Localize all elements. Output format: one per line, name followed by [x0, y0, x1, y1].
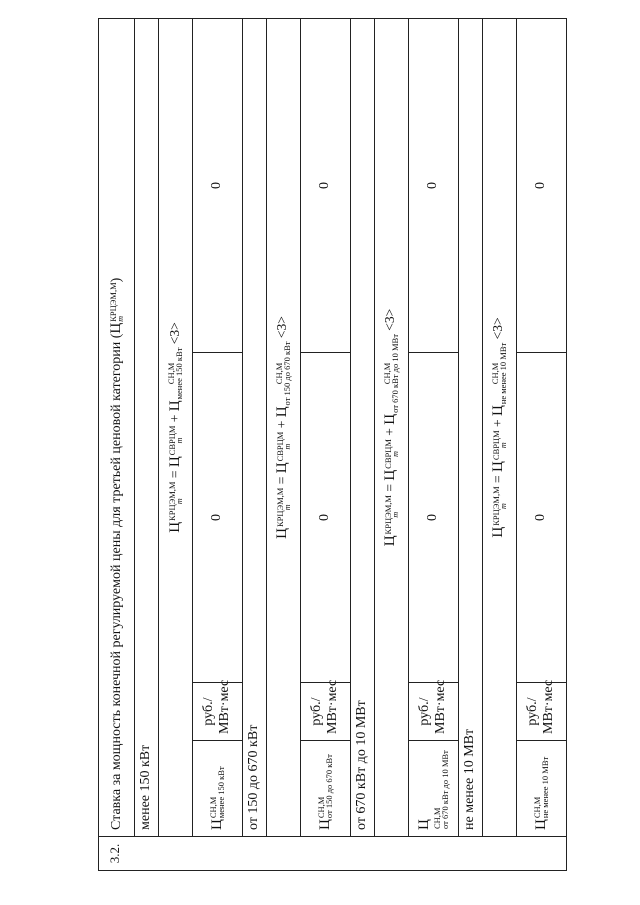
- formula: Ц КРЦЭМ,М m = Ц СВРЦМ m + Ц СН,М от 670 кВт до 10 МВт <3>: [374, 19, 408, 837]
- subscript: от 670 кВт до 10 МВт: [390, 334, 401, 413]
- superscript: СВРЦМ: [382, 439, 393, 469]
- superscript: СН,М: [432, 807, 443, 829]
- superscript: СВРЦМ: [166, 425, 177, 456]
- value-cell-1: 0: [516, 353, 566, 683]
- header-text: Ставка за мощность конечной регулируемой цены для третьей ценовой категории: [109, 341, 124, 830]
- subscript: не менее 10 МВт: [498, 342, 509, 405]
- unit-line-1: руб./: [309, 697, 325, 726]
- superscript: СВРЦМ: [490, 430, 501, 461]
- section-title: от 150 до 670 кВт: [242, 19, 266, 837]
- formula: Ц КРЦЭМ,М m = Ц СВРЦМ m + Ц СН,М менее 150 кВт <3>: [158, 19, 192, 837]
- section-title: от 670 кВт до 10 МВт: [350, 19, 374, 837]
- tariff-table: [98, 18, 567, 871]
- table-header: Ставка за мощность конечной регулируемой цены для третьей ценовой категории (Ц КРЦЭМ,М m ): [99, 19, 135, 837]
- superscript: СВРЦМ: [274, 431, 285, 462]
- unit-cell: [408, 679, 458, 741]
- subscript: m: [174, 498, 184, 505]
- row-symbol-letter: Ц: [532, 819, 549, 830]
- superscript: СН,М: [316, 796, 327, 819]
- superscript: КРЦЭМ,М: [274, 487, 285, 528]
- unit-line-2: МВт·мес: [325, 679, 341, 734]
- formula-symbol: Ц: [382, 535, 399, 547]
- subscript: от 670 кВт до 10 МВт: [440, 750, 451, 829]
- row-symbol: [300, 741, 350, 837]
- superscript: КРЦЭМ,М: [382, 495, 393, 535]
- section-title-row: [242, 19, 266, 871]
- section-title-row: [458, 19, 482, 871]
- formula-symbol: Ц: [166, 456, 183, 468]
- data-row: [300, 19, 350, 871]
- item-number: 3.2.: [99, 837, 567, 871]
- subscript: m: [282, 443, 292, 450]
- row-symbol-letter: Ц: [316, 819, 333, 830]
- formula-symbol: Ц: [166, 521, 183, 533]
- section-title-row: [350, 19, 374, 871]
- value-cell-1: 0: [408, 353, 458, 683]
- value-cell-1: 0: [192, 353, 242, 683]
- header-row: [99, 19, 135, 871]
- formula-symbol: Ц: [166, 400, 183, 412]
- value-cell-2: 0: [192, 19, 242, 353]
- formula-symbol: Ц: [382, 469, 399, 481]
- row-symbol: [192, 741, 242, 837]
- formula-row: [374, 19, 408, 871]
- subscript: m: [390, 451, 400, 457]
- section-title-row: [135, 19, 159, 871]
- unit-line-1: руб./: [201, 697, 217, 726]
- formula-row: [266, 19, 300, 871]
- subscript: менее 150 кВт: [216, 766, 227, 819]
- superscript: СН,М: [490, 362, 501, 385]
- subscript: от 150 до 670 кВт: [282, 341, 293, 406]
- subscript: m: [390, 511, 400, 518]
- formula-symbol: Ц: [490, 405, 507, 416]
- formula-symbol: Ц: [490, 461, 507, 472]
- formula-note: <3>: [274, 316, 290, 339]
- superscript: СН,М: [382, 362, 393, 385]
- formula-note: <3>: [490, 317, 506, 340]
- unit-line-2: МВт·мес: [433, 679, 449, 734]
- formula-note: <3>: [166, 322, 182, 345]
- unit-line-2: МВт·мес: [541, 679, 557, 734]
- subscript: m: [282, 504, 292, 511]
- subscript: m: [498, 503, 508, 509]
- formula-symbol: Ц: [490, 526, 507, 538]
- value-cell-2: 0: [300, 19, 350, 353]
- formula-symbol: Ц: [382, 413, 399, 425]
- section-title: не менее 10 МВт: [458, 19, 482, 837]
- subscript: от 150 до 670 кВт: [324, 754, 335, 819]
- row-symbol: [516, 741, 566, 837]
- unit-line-2: МВт·мес: [217, 679, 233, 734]
- subscript: m: [498, 442, 508, 449]
- unit-line-1: руб./: [417, 697, 433, 726]
- header-sub: m: [116, 315, 126, 322]
- value-cell-1: 0: [300, 353, 350, 683]
- header-symbol: Ц: [108, 322, 124, 334]
- formula-symbol: Ц: [274, 406, 291, 418]
- data-row: [408, 19, 458, 871]
- rotated-table-wrapper: [98, 19, 567, 871]
- row-symbol-letter: Ц: [416, 819, 433, 830]
- superscript: СН,М: [166, 362, 177, 385]
- formula: Ц КРЦЭМ,М m = Ц СВРЦМ m + Ц СН,М от 150 до 670 кВт <3>: [266, 19, 300, 837]
- superscript: КРЦЭМ,М: [490, 486, 501, 526]
- unit-line-1: руб./: [525, 697, 541, 726]
- unit-cell: [300, 679, 350, 741]
- superscript: КРЦЭМ,М: [166, 481, 177, 521]
- formula-note: <3>: [382, 308, 398, 331]
- formula-symbol: Ц: [274, 462, 291, 474]
- superscript: СН,М: [208, 796, 219, 819]
- value-cell-2: 0: [516, 19, 566, 353]
- unit-cell: [516, 679, 566, 741]
- data-row: [516, 19, 566, 871]
- data-row: [192, 19, 242, 871]
- unit-cell: [192, 679, 242, 741]
- formula: Ц КРЦЭМ,М m = Ц СВРЦМ m + Ц СН,М не менее 10 МВт <3>: [482, 19, 516, 837]
- formula-row: [482, 19, 516, 871]
- subscript: не менее 10 МВт: [540, 756, 551, 819]
- value-cell-2: 0: [408, 19, 458, 353]
- row-symbol: [408, 741, 458, 837]
- subscript: менее 150 кВт: [174, 347, 185, 400]
- section-title: менее 150 кВт: [135, 19, 159, 837]
- header-sup: КРЦЭМ,М: [107, 282, 118, 322]
- formula-symbol: Ц: [274, 528, 291, 539]
- formula-row: [158, 19, 192, 871]
- subscript: m: [174, 437, 184, 444]
- superscript: СН,М: [274, 362, 285, 385]
- superscript: СН,М: [532, 796, 543, 819]
- row-symbol-letter: Ц: [208, 819, 225, 830]
